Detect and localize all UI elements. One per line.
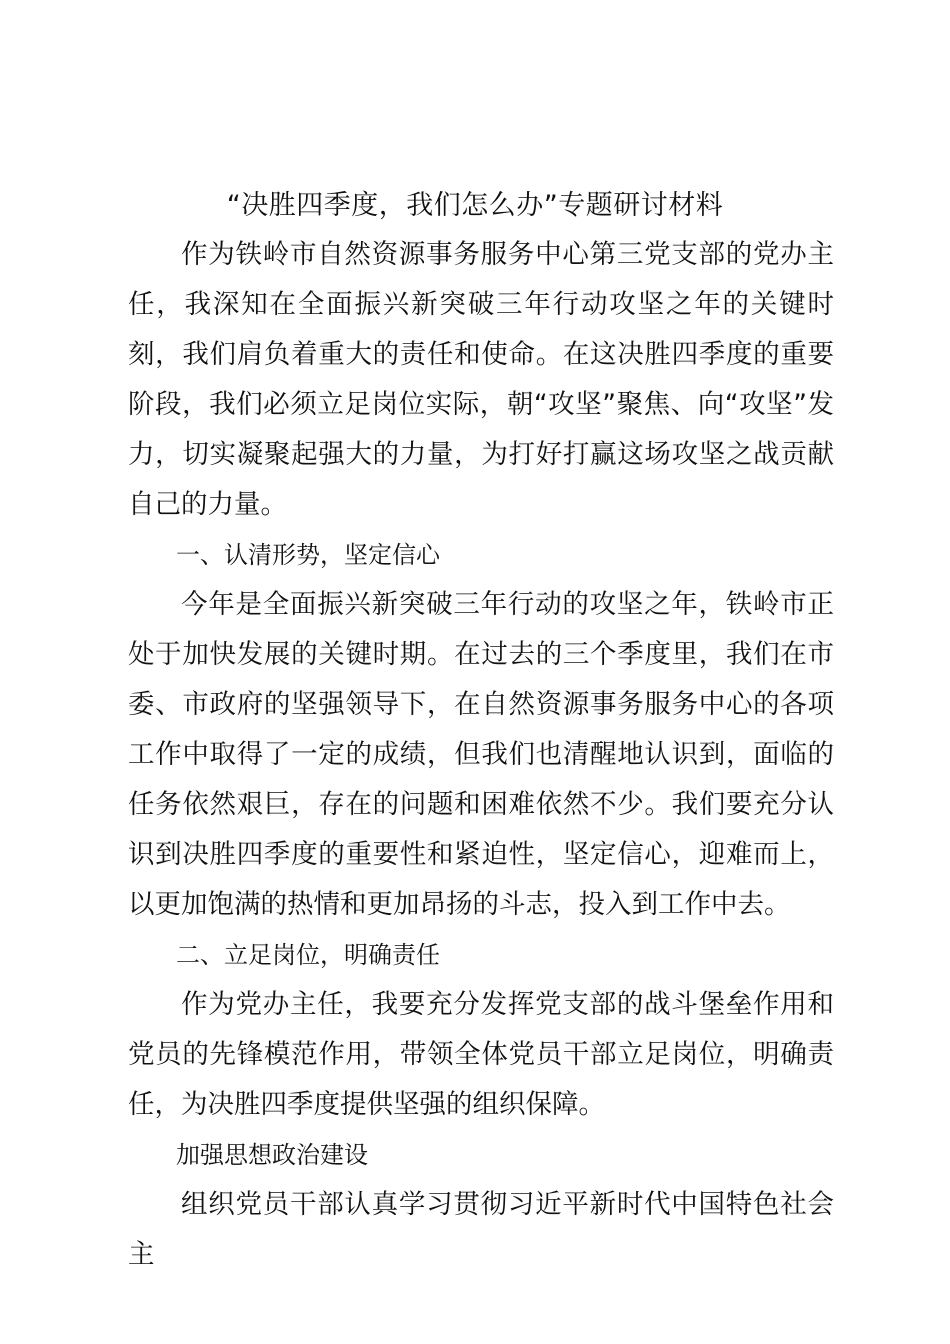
situation-paragraph: 今年是全面振兴新突破三年行动的攻坚之年，铁岭市正处于加快发展的关键时期。在过去的三个季度里，我们在市委、市政府的坚强领导下，在自然资源事务服务中心的各项工作中取得了一定的成绩，但我们也清醒地认识到，面临的任务依然艰巨，存在的问题和困难依然不少。我们要充分认识到决胜四季度的重要性和紧迫性，坚定信心，迎难而上，以更加饱满的热情和更加昂扬的斗志，投入到工作中去。: [128, 589, 834, 920]
document-title: “决胜四季度，我们怎么办”专题研讨材料: [226, 190, 724, 221]
section-heading-2: 二、立足岗位，明确责任: [176, 941, 440, 969]
responsibility-paragraph: 作为党办主任，我要充分发挥党支部的战斗堡垒作用和党员的先锋模范作用，带领全体党员干部立足岗位，明确责任，为决胜四季度提供坚强的组织保障。: [128, 989, 834, 1120]
document-body: [128, 210, 834, 1280]
study-paragraph: 组织党员干部认真学习贯彻习近平新时代中国特色社会主: [128, 1189, 834, 1270]
subsection-heading: 加强思想政治建设: [176, 1141, 368, 1169]
section-heading-1: 一、认清形势，坚定信心: [176, 541, 440, 569]
intro-paragraph: 作为铁岭市自然资源事务服务中心第三党支部的党办主任，我深知在全面振兴新突破三年行动攻坚之年的关键时刻，我们肩负着重大的责任和使命。在这决胜四季度的重要阶段，我们必须立足岗位实际，朝“攻坚”聚焦、向“攻坚”发力，切实凝聚起强大的力量，为打好打赢这场攻坚之战贡献自己的力量。: [128, 239, 834, 520]
